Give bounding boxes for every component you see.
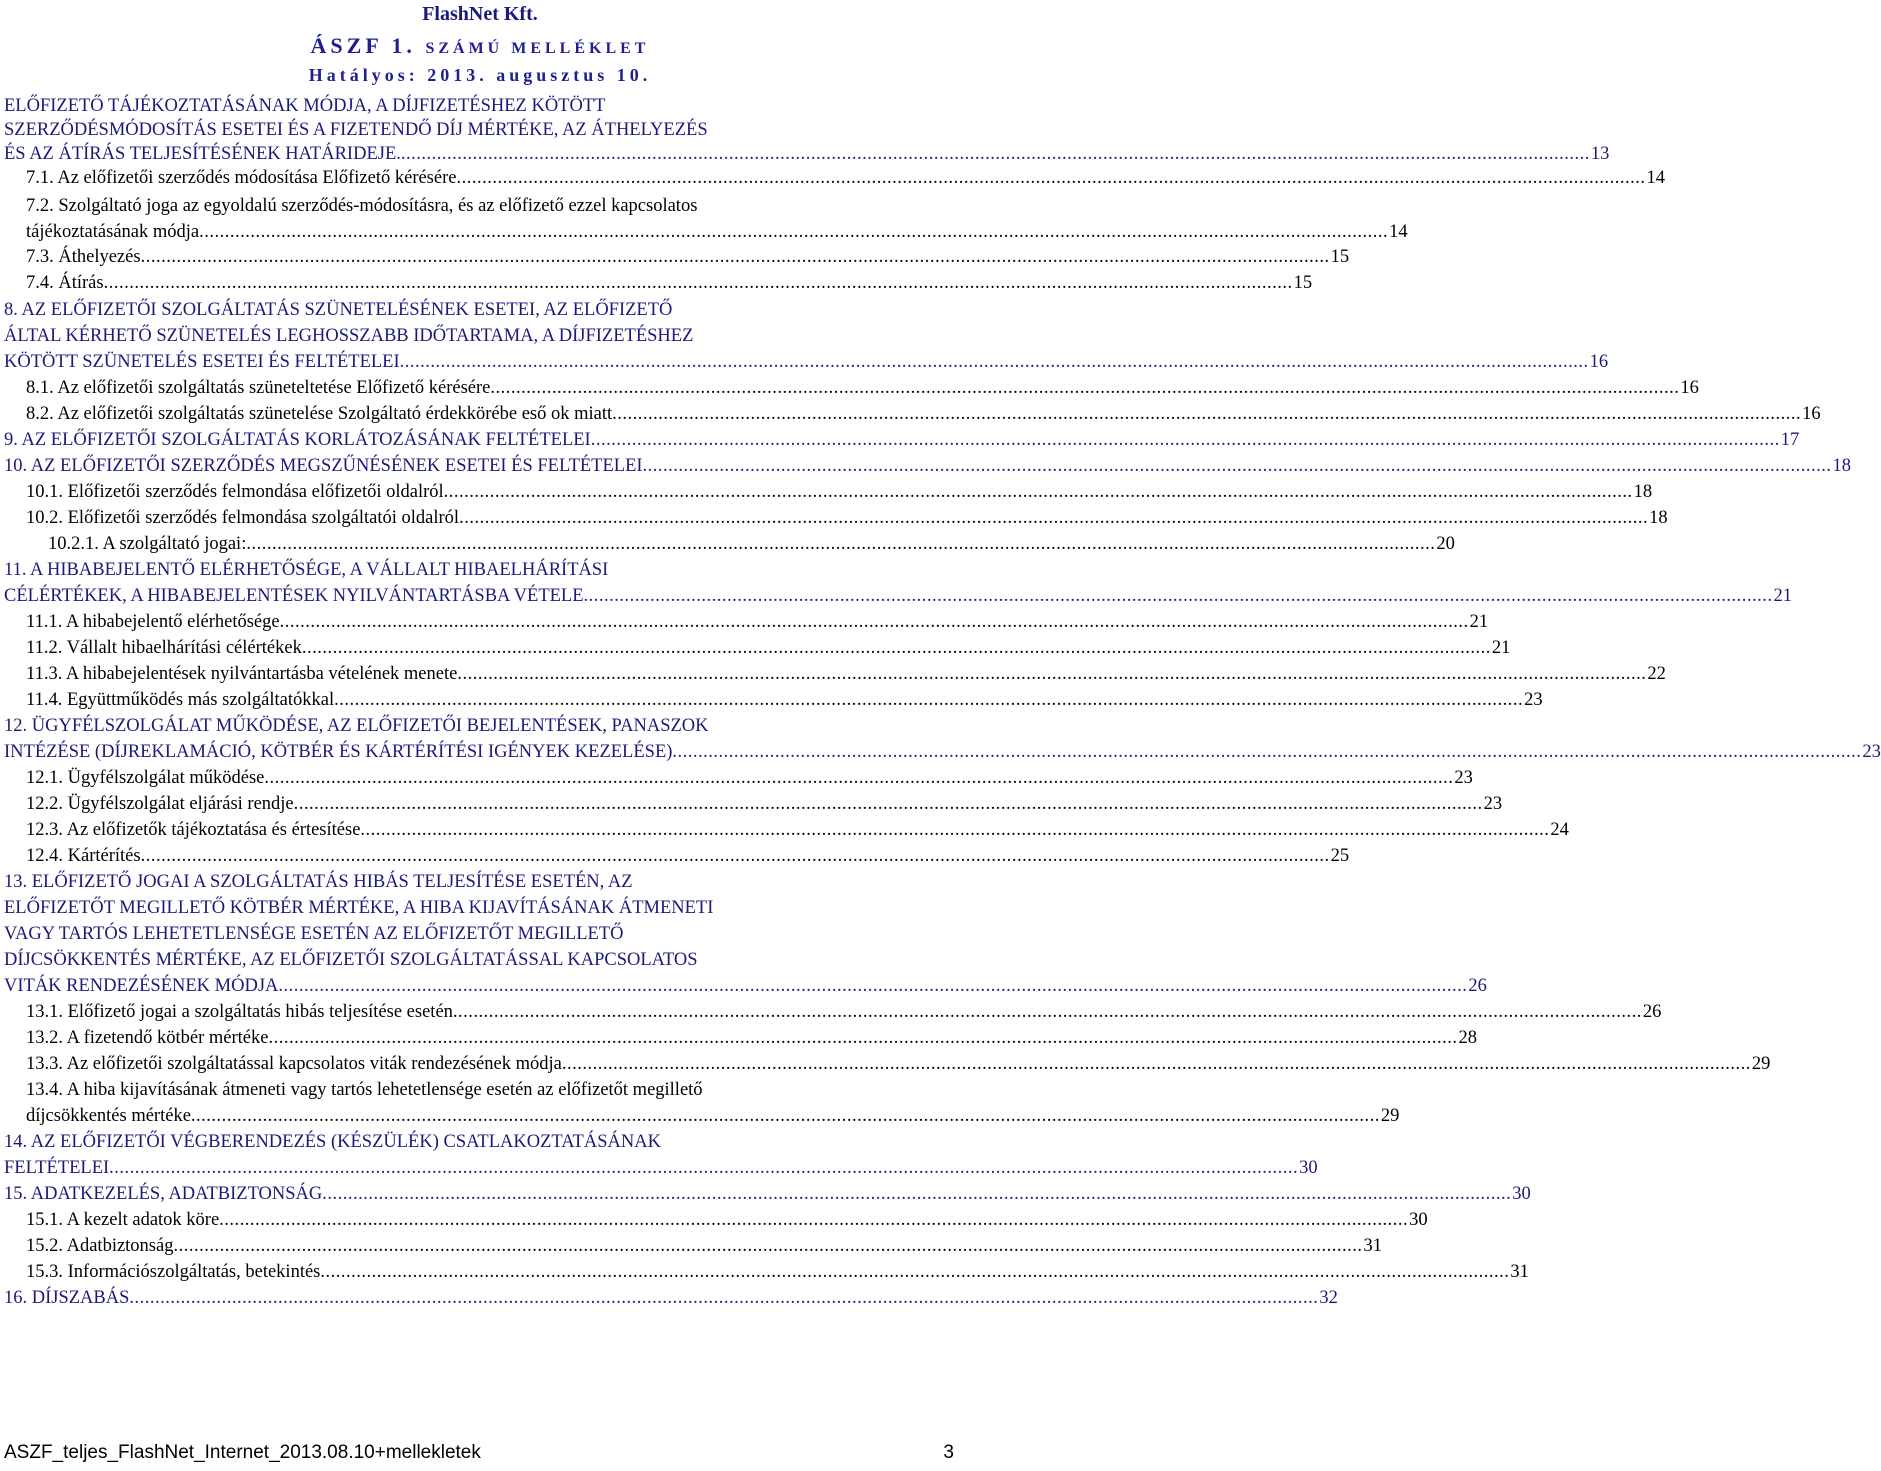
dot-leader	[562, 1052, 1751, 1076]
toc-section-13[interactable]	[4, 974, 1487, 998]
toc-entry-title: CÉLÉRTÉKEK, A HIBABEJELENTÉSEK NYILVÁNTARTÁSBA VÉTELE	[4, 586, 584, 606]
dot-leader	[129, 1286, 1318, 1310]
page-number: 16	[1680, 378, 1699, 398]
toc-entry-title: 10. AZ ELŐFIZETŐI SZERZŐDÉS MEGSZŰNÉSÉNEK ESETEI ÉS FELTÉTELEI	[4, 456, 643, 476]
toc-entry-title: 15.1. A kezelt adatok köre	[26, 1210, 220, 1230]
page-number: 14	[1389, 222, 1408, 242]
toc-section-12[interactable]	[4, 740, 1881, 764]
toc-section-7-3[interactable]	[26, 245, 1350, 269]
toc-section-10-2[interactable]	[26, 506, 1668, 530]
dot-leader	[173, 1234, 1362, 1258]
toc-section-11-line1[interactable]: 11. A HIBABEJELENTŐ ELÉRHETŐSÉGE, A VÁLLALT HIBAELHÁRÍTÁSI	[4, 560, 609, 580]
toc-entry-title: 11.4. Együttműködés más szolgáltatókkal	[26, 690, 335, 710]
toc-entry-title: 12.1. Ügyfélszolgálat működése	[26, 768, 265, 788]
page-number: 18	[1633, 482, 1653, 502]
toc-entry-title: 10.1. Előfizetői szerződés felmondása előfizetői oldalról	[26, 482, 444, 502]
toc-entry-title: 13.1. Előfizető jogai a szolgáltatás hibás teljesítése esetén	[26, 1002, 453, 1022]
toc-section-16[interactable]	[4, 1286, 1338, 1310]
company-name: FlashNet Kft.	[422, 3, 538, 25]
page-number: 21	[1469, 612, 1489, 632]
effective-date: Hatályos: 2013. augusztus 10.	[308, 65, 652, 85]
toc-section-7-1[interactable]	[26, 166, 1665, 190]
toc-section-12-1[interactable]	[26, 766, 1473, 790]
dot-leader	[456, 166, 1645, 190]
dot-leader	[490, 376, 1679, 400]
page-number: 14	[1646, 168, 1665, 188]
toc-entry-title: díjcsökkentés mértéke	[26, 1106, 191, 1126]
page-number: 25	[1330, 846, 1350, 866]
page-number: 28	[1458, 1028, 1477, 1048]
toc-entry-title: ÉS AZ ÁTÍRÁS TELJESÍTÉSÉNEK HATÁRIDEJE.	[4, 144, 401, 164]
dot-leader	[459, 506, 1648, 530]
dot-leader	[268, 1026, 1457, 1050]
toc-section-7-2-line1[interactable]: 7.2. Szolgáltató joga az egyoldalú szerződés-módosításra, és az előfizető ezzel kapcsolatos	[26, 196, 698, 216]
page-number: 21	[1491, 638, 1511, 658]
toc-entry-title: 11.3. A hibabejelentések nyilvántartásba vételének menete	[26, 664, 458, 684]
dot-leader	[591, 428, 1780, 452]
page-number: 23	[1524, 690, 1543, 710]
toc-entry-title: 8.1. Az előfizetői szolgáltatás szüneteltetése Előfizető kérésére	[26, 378, 491, 398]
page-number: 30	[1512, 1184, 1531, 1204]
page-number: 29	[1380, 1106, 1400, 1126]
page-number: 22	[1647, 664, 1666, 684]
page-number: 23	[1454, 768, 1473, 788]
page-number: 15	[1293, 273, 1313, 293]
toc-section-15[interactable]	[4, 1182, 1531, 1206]
toc-entry-title: 15. ADATKEZELÉS, ADATBIZTONSÁG	[4, 1184, 323, 1204]
dot-leader	[264, 766, 1453, 790]
annex-label: SZÁMÚ MELLÉKLET	[425, 40, 650, 57]
page-number: 21	[1773, 586, 1793, 606]
toc-section-14[interactable]	[4, 1156, 1318, 1180]
dot-leader	[360, 818, 1549, 842]
toc-entry-title: 13.3. Az előfizetői szolgáltatással kapcsolatos viták rendezésének módja	[26, 1054, 562, 1074]
dot-leader	[457, 662, 1646, 686]
toc-section-8[interactable]	[4, 350, 1609, 374]
footer-filename: ASZF_teljes_FlashNet_Internet_2013.08.10+mellekletek	[4, 1442, 481, 1463]
toc-entry-title: 11.1. A hibabejelentő elérhetősége	[26, 612, 280, 632]
toc-section-12-4[interactable]	[26, 844, 1350, 868]
toc-entry-title: KÖTÖTT SZÜNETELÉS ESETEI ÉS FELTÉTELEI	[4, 352, 400, 372]
toc-section-12-line1[interactable]: 12. ÜGYFÉLSZOLGÁLAT MŰKÖDÉSE, AZ ELŐFIZETŐI BEJELENTÉSEK, PANASZOK	[4, 716, 709, 736]
dot-leader	[334, 688, 1523, 712]
toc-section-13-4-line1[interactable]: 13.4. A hiba kijavításának átmeneti vagy tartós lehetetlensége esetén az előfizetőt megillető	[26, 1080, 703, 1100]
toc-section-13-1[interactable]	[26, 1000, 1662, 1024]
dot-leader	[246, 532, 1435, 556]
toc-section-15-2[interactable]	[26, 1234, 1382, 1258]
page-number: 29	[1751, 1054, 1771, 1074]
toc-entry-title: 7.1. Az előfizetői szerződés módosítása Előfizető kérésére	[26, 168, 457, 188]
toc-entry-title: VITÁK RENDEZÉSÉNEK MÓDJA	[4, 976, 279, 996]
toc-entry-title: 10.2.1. A szolgáltató jogai:	[48, 534, 247, 554]
page-number: 23	[1862, 742, 1881, 762]
dot-leader	[278, 974, 1467, 998]
page-number: 26	[1468, 976, 1487, 996]
page-footer	[4, 1441, 954, 1465]
toc-entry-title: 12.3. Az előfizetők tájékoztatása és értesítése	[26, 820, 361, 840]
page-number: 18	[1649, 508, 1668, 528]
toc-entry-title: 13.2. A fizetendő kötbér mértéke	[26, 1028, 269, 1048]
toc-section-13-line4[interactable]: DÍJCSÖKKENTÉS MÉRTÉKE, AZ ELŐFIZETŐI SZOLGÁLTATÁSSAL KAPCSOLATOS	[4, 950, 698, 970]
toc-section-13-2[interactable]	[26, 1026, 1477, 1050]
toc-entry-title: 12.2. Ügyfélszolgálat eljárási rendje	[26, 794, 294, 814]
toc-entry-title: 10.2. Előfizetői szerződés felmondása szolgáltatói oldalról	[26, 508, 460, 528]
dot-leader	[294, 792, 1483, 816]
dot-leader	[104, 271, 1293, 295]
page-number: 17	[1780, 430, 1800, 450]
page-number: 31	[1363, 1236, 1382, 1256]
footer-page-number: 3	[943, 1442, 954, 1463]
toc-section-8-line1[interactable]: 8. AZ ELŐFIZETŐI SZOLGÁLTATÁS SZÜNETELÉSÉNEK ESETEI, AZ ELŐFIZETŐ	[4, 300, 673, 320]
page-number: 32	[1319, 1288, 1338, 1308]
toc-entry-title: 9. AZ ELŐFIZETŐI SZOLGÁLTATÁS KORLÁTOZÁSÁNAK FELTÉTELEI	[4, 430, 591, 450]
dot-leader	[322, 1182, 1511, 1206]
page-number: 23	[1483, 794, 1503, 814]
toc-section-10-2-1[interactable]	[48, 532, 1455, 556]
page-number: 20	[1436, 534, 1455, 554]
dot-leader	[401, 142, 1590, 166]
toc-section-15-3[interactable]	[26, 1260, 1529, 1284]
toc-section-13-line3[interactable]: VAGY TARTÓS LEHETETLENSÉGE ESETÉN AZ ELŐFIZETŐT MEGILLETŐ	[4, 924, 624, 944]
toc-section-11[interactable]	[4, 584, 1793, 608]
toc-section-7-4[interactable]	[26, 271, 1313, 295]
page-number: 13	[1590, 144, 1610, 164]
toc-section-7-2[interactable]	[26, 220, 1408, 244]
page-number: 18	[1832, 456, 1852, 476]
toc-section-7-line1[interactable]: ELŐFIZETŐ TÁJÉKOZTATÁSÁNAK MÓDJA, A DÍJFIZETÉSHEZ KÖTÖTT	[4, 96, 606, 116]
dot-leader	[444, 480, 1633, 504]
toc-section-11-1[interactable]	[26, 610, 1489, 634]
dot-leader	[612, 402, 1801, 426]
dot-leader	[280, 610, 1469, 634]
dot-leader	[453, 1000, 1642, 1024]
toc-section-15-1[interactable]	[26, 1208, 1428, 1232]
toc-entry-title: INTÉZÉSE (DÍJREKLAMÁCIÓ, KÖTBÉR ÉS KÁRTÉRÍTÉSI IGÉNYEK KEZELÉSE)	[4, 742, 673, 762]
toc-entry-title: 16. DÍJSZABÁS	[4, 1288, 130, 1308]
page-number: 26	[1642, 1002, 1662, 1022]
dot-leader	[191, 1104, 1380, 1128]
toc-entry-title: tájékoztatásának módja	[26, 222, 200, 242]
page-number: 16	[1589, 352, 1609, 372]
dot-leader	[302, 636, 1491, 660]
toc-entry-title: 7.4. Átírás	[26, 273, 104, 293]
toc-section-12-3[interactable]	[26, 818, 1569, 842]
page-number: 16	[1802, 404, 1821, 424]
toc-section-11-3[interactable]	[26, 662, 1666, 686]
toc-section-13-line2[interactable]: ELŐFIZETŐT MEGILLETŐ KÖTBÉR MÉRTÉKE, A HIBA KIJAVÍTÁSÁNAK ÁTMENETI	[4, 898, 714, 918]
toc-section-13-line1[interactable]: 13. ELŐFIZETŐ JOGAI A SZOLGÁLTATÁS HIBÁS TELJESÍTÉSE ESETÉN, AZ	[4, 872, 633, 892]
dot-leader	[219, 1208, 1408, 1232]
dot-leader	[320, 1260, 1509, 1284]
toc-section-7[interactable]	[4, 142, 1610, 166]
page-number: 31	[1510, 1262, 1529, 1282]
toc-entry-title: FELTÉTELEI	[4, 1158, 110, 1178]
toc-section-8-line2[interactable]: ÁLTAL KÉRHETŐ SZÜNETELÉS LEGHOSSZABB IDŐTARTAMA, A DÍJFIZETÉSHEZ	[4, 326, 694, 346]
toc-section-10[interactable]	[4, 454, 1852, 478]
dot-leader	[400, 350, 1589, 374]
toc-section-14-line1[interactable]: 14. AZ ELŐFIZETŐI VÉGBERENDEZÉS (KÉSZÜLÉK) CSATLAKOZTATÁSÁNAK	[4, 1132, 661, 1152]
page-number: 30	[1299, 1158, 1318, 1178]
toc-entry-title: 11.2. Vállalt hibaelhárítási célértékek	[26, 638, 302, 658]
page-number: 24	[1550, 820, 1569, 840]
toc-entry-title: 15.2. Adatbiztonság	[26, 1236, 174, 1256]
page-number: 15	[1330, 247, 1350, 267]
toc-entry-title: 8.2. Az előfizetői szolgáltatás szünetelése Szolgáltató érdekkörébe eső ok miatt	[26, 404, 613, 424]
dot-leader	[199, 220, 1388, 244]
toc-entry-title: 12.4. Kártérítés	[26, 846, 141, 866]
toc-section-7-line2[interactable]: SZERZŐDÉSMÓDOSÍTÁS ESETEI ÉS A FIZETENDŐ DÍJ MÉRTÉKE, AZ ÁTHELYEZÉS	[4, 120, 708, 140]
aszf-label: ÁSZF 1.	[310, 33, 416, 58]
toc-section-13-4[interactable]	[26, 1104, 1400, 1128]
toc-section-12-2[interactable]	[26, 792, 1503, 816]
dot-leader	[141, 245, 1330, 269]
toc-section-9[interactable]	[4, 428, 1800, 452]
dot-leader	[672, 740, 1861, 764]
toc-entry-title: 7.3. Áthelyezés	[26, 247, 141, 267]
dot-leader	[643, 454, 1832, 478]
toc-section-8-1[interactable]	[26, 376, 1699, 400]
toc-section-11-2[interactable]	[26, 636, 1511, 660]
page-number: 30	[1409, 1210, 1428, 1230]
dot-leader	[584, 584, 1773, 608]
toc-section-11-4[interactable]	[26, 688, 1543, 712]
toc-section-10-1[interactable]	[26, 480, 1653, 504]
dot-leader	[141, 844, 1330, 868]
dot-leader	[109, 1156, 1298, 1180]
toc-section-8-2[interactable]	[26, 402, 1821, 426]
toc-section-13-3[interactable]	[26, 1052, 1771, 1076]
toc-entry-title: 15.3. Információszolgáltatás, betekintés	[26, 1262, 321, 1282]
